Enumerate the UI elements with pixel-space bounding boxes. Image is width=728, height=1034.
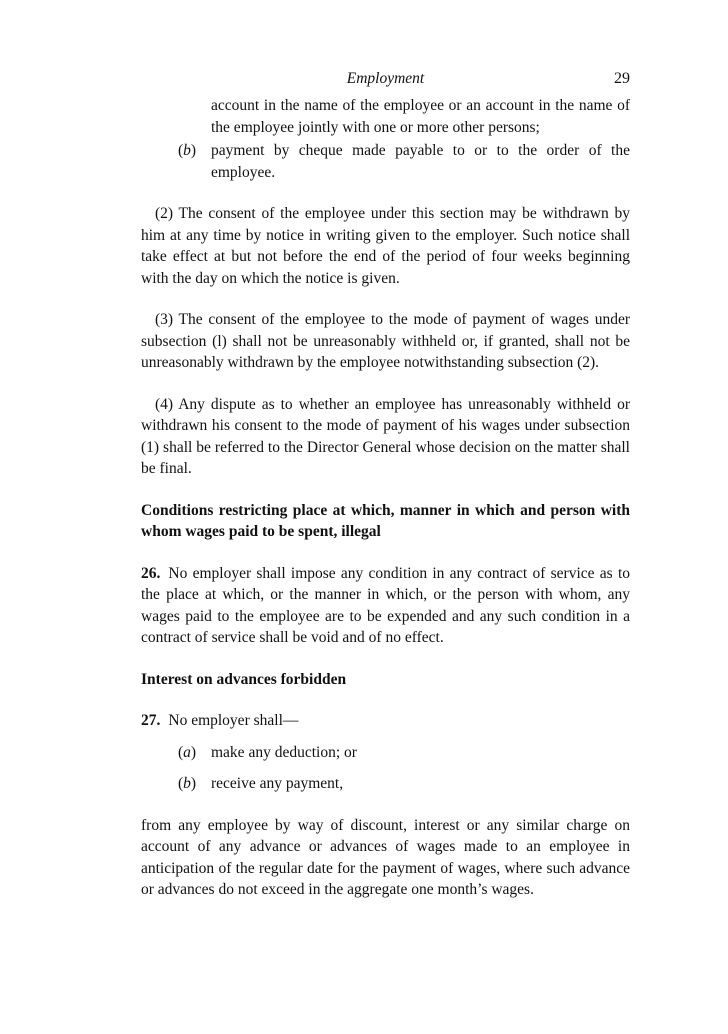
list-item-text: make any deduction; or xyxy=(211,743,357,761)
subsection-4: (4) Any dispute as to whether an employee has unreasonably withheld or withdrawn his consent to the mode of payment of his wages under subsection (1) shall be referred to the Director General whose decision on the matter shall be final. xyxy=(141,395,630,477)
list-item-text: payment by cheque made payable to or to the order of the employee. xyxy=(211,142,630,181)
item-marker: (b) xyxy=(178,142,197,159)
list-item-a xyxy=(141,742,630,764)
list-item-b xyxy=(141,773,630,795)
page-number: 29 xyxy=(614,70,630,87)
subsection-3: (3) The consent of the employee to the mode of payment of wages under subsection (l) shall not be unreasonably withheld or, if granted, shall not be unreasonably withdrawn by the employee notwithstanding subsection (2). xyxy=(141,311,630,371)
subsection-2: (2) The consent of the employee under this section may be withdrawn by him at any time by notice in writing given to the employer. Such notice shall take effect at but not before the end of the period of four weeks beginning with the day on which the notice is given. xyxy=(141,205,630,287)
section-26-body xyxy=(141,563,630,649)
header-title: Employment xyxy=(346,70,425,87)
section-text: No employer shall impose any condition in any contract of service as to the place at which, or the manner in which, or the person with whom, any wages paid to the employee are to be expended and any such condition in a contract of service shall be void and of no effect. xyxy=(141,564,630,646)
item-marker: (a) xyxy=(178,743,197,761)
section-number: 27. xyxy=(141,712,161,729)
running-header xyxy=(141,68,630,90)
section-26-heading: Conditions restricting place at which, manner in which and person with whom wages paid to be spent, illegal xyxy=(141,501,630,540)
section-27-heading: Interest on advances forbidden xyxy=(141,670,347,688)
item-marker: (b) xyxy=(178,775,197,792)
section-number: 26. xyxy=(141,564,161,582)
section-27-tail: from any employee by way of discount, interest or any similar charge on account of any advance or advances of wages made to an employee in anticipation of the regular date for the payment of wages, where such advance or advances do not exceed in the aggregate one month’s wages. xyxy=(141,816,630,898)
list-item-text: receive any payment, xyxy=(211,775,344,792)
section-27-body xyxy=(141,710,630,732)
document-page xyxy=(141,68,630,901)
section-text: No employer shall— xyxy=(168,712,299,729)
continued-item-text: account in the name of the employee or an account in the name of the employee jointly with one or more other persons; xyxy=(211,97,630,136)
list-item-b xyxy=(141,140,630,183)
